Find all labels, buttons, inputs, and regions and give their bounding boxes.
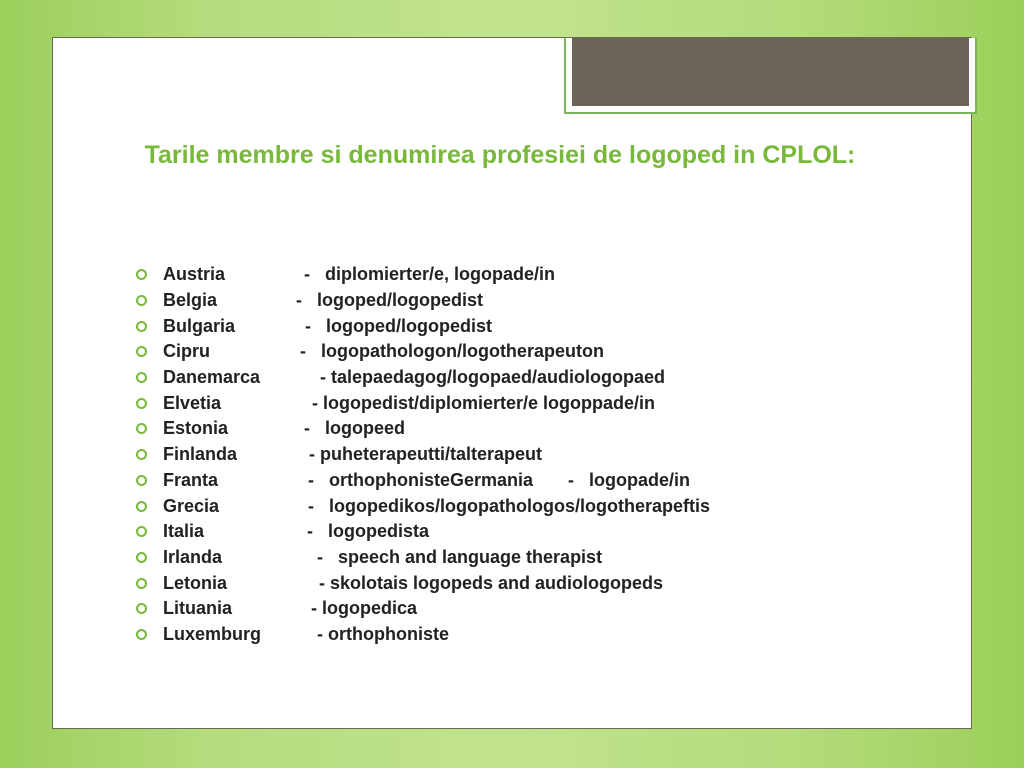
list-item xyxy=(136,339,956,365)
country-name: Luxemburg xyxy=(163,623,262,644)
header-decoration xyxy=(564,38,977,114)
bullet-icon xyxy=(136,346,147,357)
list-item xyxy=(136,313,956,339)
country-name: Danemarca xyxy=(163,367,261,388)
profession-term: - logopedica xyxy=(311,598,418,619)
bullet-icon xyxy=(136,578,147,589)
bullet-icon xyxy=(136,398,147,409)
bullet-icon xyxy=(136,269,147,280)
list-item xyxy=(136,468,956,494)
bullet-icon xyxy=(136,552,147,563)
profession-term: - logoped/logopedist xyxy=(296,290,483,311)
bullet-icon xyxy=(136,629,147,640)
header-decoration-fill xyxy=(572,38,969,106)
list-item xyxy=(136,288,956,314)
profession-term: - talepaedagog/logopaed/audiologopaed xyxy=(320,367,666,388)
list-item xyxy=(136,545,956,571)
country-name: Elvetia xyxy=(163,392,222,413)
profession-term: - puheterapeutti/talterapeut xyxy=(309,444,543,465)
bullet-icon xyxy=(136,501,147,512)
bullet-icon xyxy=(136,449,147,460)
bullet-icon xyxy=(136,423,147,434)
list-item xyxy=(136,416,956,442)
country-name: Grecia xyxy=(163,495,220,516)
profession-term: - orthophoniste xyxy=(317,623,449,644)
country-name: Franta xyxy=(163,469,219,490)
list-item xyxy=(136,596,956,622)
profession-term: - logopedikos/logopathologos/logotherapeftis xyxy=(308,495,710,516)
profession-term: - logopeed xyxy=(304,418,405,439)
country-name: Irlanda xyxy=(163,546,223,567)
bullet-icon xyxy=(136,526,147,537)
list-item xyxy=(136,519,956,545)
country-name: Finlanda xyxy=(163,444,238,465)
bullet-icon xyxy=(136,603,147,614)
bullet-icon xyxy=(136,321,147,332)
list-item xyxy=(136,570,956,596)
profession-term: - logopathologon/logotherapeuton xyxy=(300,341,604,362)
profession-term: - speech and language therapist xyxy=(317,546,603,567)
profession-term: - diplomierter/e, logopade/in xyxy=(304,264,556,285)
bullet-icon xyxy=(136,372,147,383)
bullet-icon xyxy=(136,475,147,486)
country-name: Cipru xyxy=(163,341,210,362)
country-name: Bulgaria xyxy=(163,315,236,336)
profession-term: - logopedist/diplomierter/e logoppade/in xyxy=(312,392,656,413)
slide-title: Tarile membre si denumirea profesiei de logoped in CPLOL: xyxy=(144,141,856,169)
list-item xyxy=(136,442,956,468)
country-list xyxy=(136,262,956,647)
country-name: Estonia xyxy=(163,418,229,439)
list-item xyxy=(136,262,956,288)
profession-term: - skolotais logopeds and audiologopeds xyxy=(319,572,664,593)
profession-term: - logoped/logopedist xyxy=(305,315,492,336)
profession-term: - logopedista xyxy=(307,521,430,542)
profession-term: - orthophonisteGermania - logopade/in xyxy=(308,469,691,490)
country-name: Lituania xyxy=(163,598,233,619)
country-name: Austria xyxy=(163,264,226,285)
list-item xyxy=(136,493,956,519)
list-item xyxy=(136,390,956,416)
country-name: Italia xyxy=(163,521,205,542)
list-item xyxy=(136,365,956,391)
bullet-icon xyxy=(136,295,147,306)
country-name: Belgia xyxy=(163,290,218,311)
country-name: Letonia xyxy=(163,572,228,593)
list-item xyxy=(136,622,956,648)
